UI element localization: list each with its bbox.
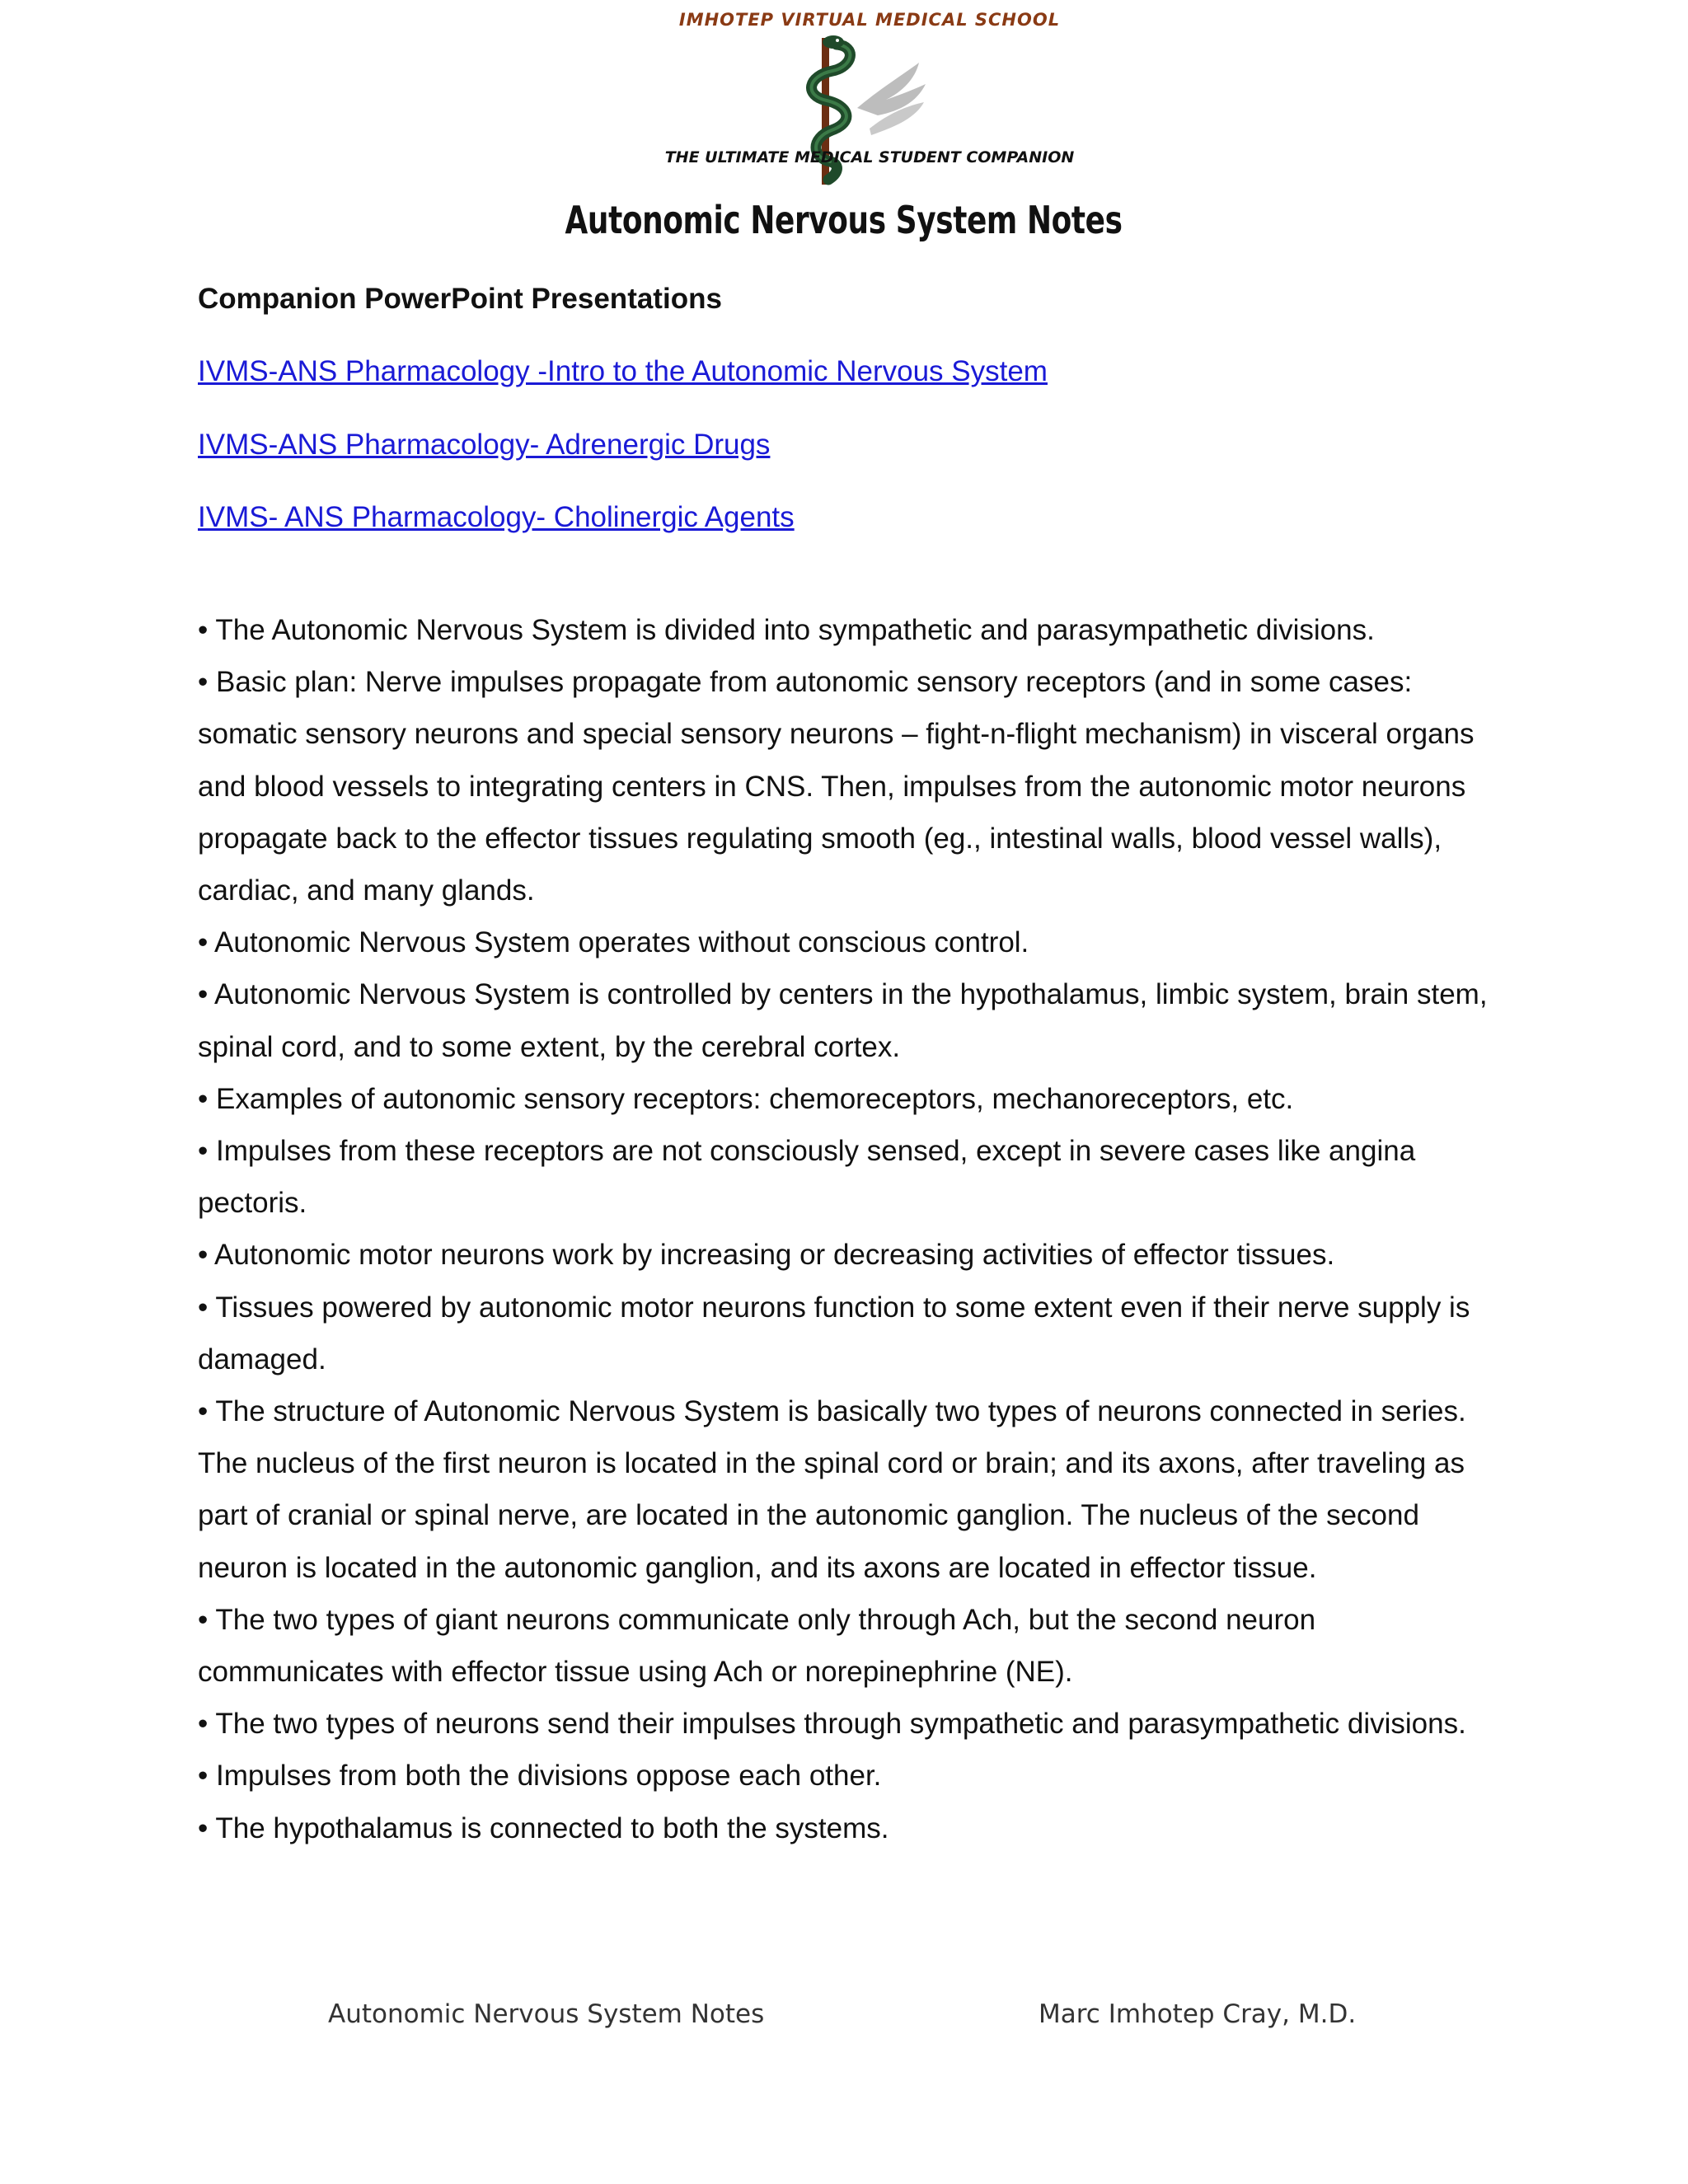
footer-author: Marc Imhotep Cray, M.D. xyxy=(1039,1999,1357,2029)
logo-tagline: THE ULTIMATE MEDICAL STUDENT COMPANION xyxy=(664,148,1075,166)
bullet-paragraph: • Autonomic Nervous System is controlled by centers in the hypothalamus, limbic system, brain stem, spinal cord, and to some extent, by the cerebral cortex. xyxy=(198,978,1488,1063)
bullet-paragraph: • Impulses from both the divisions oppose each other. xyxy=(198,1760,882,1793)
section-heading: Companion PowerPoint Presentations xyxy=(198,283,722,315)
bullet-paragraph: • Examples of autonomic sensory receptors: chemoreceptors, mechanoreceptors, etc. xyxy=(198,1082,1294,1115)
page-title: Autonomic Nervous System Notes xyxy=(565,198,1123,242)
bullet-paragraph: • Autonomic motor neurons work by increasing or decreasing activities of effector tissues. xyxy=(198,1239,1335,1272)
bullet-paragraph: • Autonomic Nervous System operates without conscious control. xyxy=(198,926,1029,959)
bullet-paragraph: • Tissues powered by autonomic motor neurons function to some extent even if their nerve supply is damaged. xyxy=(198,1291,1470,1376)
link-intro-ans-presentation[interactable]: IVMS-ANS Pharmacology -Intro to the Autonomic Nervous System xyxy=(198,355,1048,387)
school-logo xyxy=(651,7,1088,184)
bullet-paragraph: • The two types of giant neurons communicate only through Ach, but the second neuron communicates with effector tissue using Ach or norepinephrine (NE). xyxy=(198,1603,1316,1689)
bullet-paragraph: • The two types of neurons send their impulses through sympathetic and parasympathetic divisions. xyxy=(198,1708,1466,1741)
bullet-paragraph: • The hypothalamus is connected to both the systems. xyxy=(198,1811,889,1844)
link-cholinergic-agents-presentation[interactable]: IVMS- ANS Pharmacology- Cholinergic Agents xyxy=(198,501,795,533)
bullet-paragraph: • The Autonomic Nervous System is divided into sympathetic and parasympathetic divisions. xyxy=(198,614,1375,646)
notes-body xyxy=(198,604,1492,1854)
bullet-paragraph: • Basic plan: Nerve impulses propagate from autonomic sensory receptors (and in some cases: somatic sensory neurons and special sensory neurons – fight-n-flight mechanism) in visceral organs and blood vessels to integrating centers in CNS. Then, impulses from the autonomic motor neurons propagate back to the effector tissues regulating smooth (eg., intestinal walls, blood vessel walls), cardiac, and many glands. xyxy=(198,666,1475,907)
footer-document-title: Autonomic Nervous System Notes xyxy=(328,1999,765,2029)
bullet-paragraph: • Impulses from these receptors are not consciously sensed, except in severe cases like angina pectoris. xyxy=(198,1135,1416,1220)
link-adrenergic-drugs-presentation[interactable]: IVMS-ANS Pharmacology- Adrenergic Drugs xyxy=(198,429,771,461)
logo-school-name: IMHOTEP VIRTUAL MEDICAL SCHOOL xyxy=(678,10,1061,30)
bullet-paragraph: • The structure of Autonomic Nervous System is basically two types of neurons connected in series. The nucleus of the first neuron is located in the spinal cord or brain; and its axons, after traveling as part of cranial or spinal nerve, are located in the autonomic ganglion. The nucleus of the second neuron is located in the autonomic ganglion, and its axons are located in effector tissue. xyxy=(198,1395,1466,1584)
